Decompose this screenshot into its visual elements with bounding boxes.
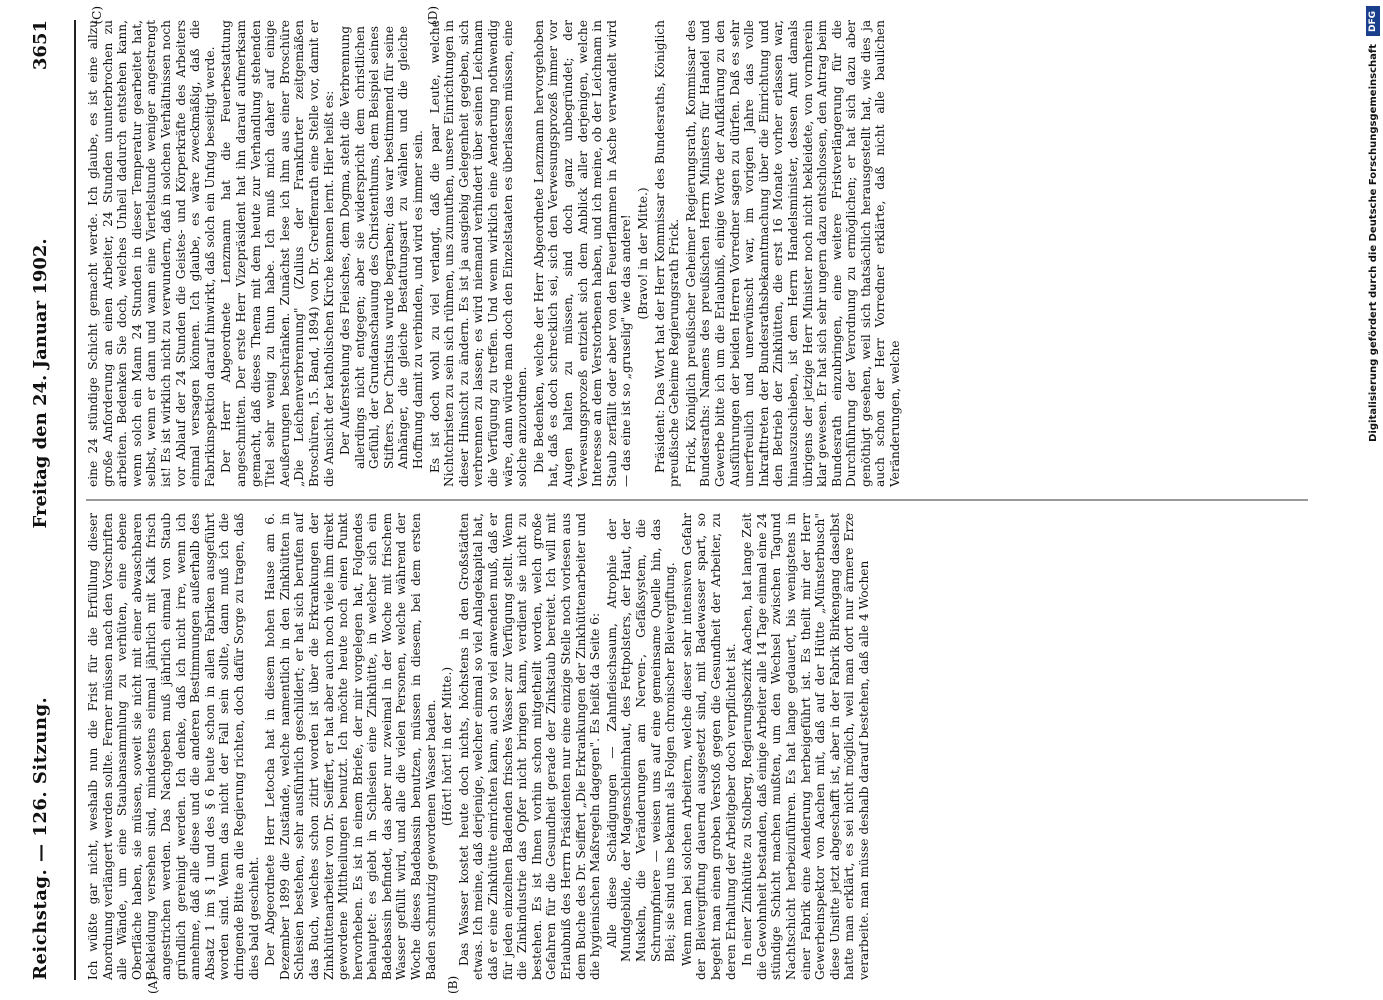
paragraph: Der Abgeordnete Herr Letocha hat in diesem hohen Hause am 6. Dezember 1899 die Zustände, welche namentlich in den Zinkhütten in Schlesien bestehen, sehr ausführlich geschildert; er hat sich berufen auf das Buch, welches schon zitirt worden ist über die Erkrankungen der Zinkhüttenarbeiter von Dr. Seiffert, er hat aber auch noch viele ihm direkt gewordene Mittheilungen benutzt. Ich möchte heute noch einen Punkt hervorheben. Es ist in einem Briefe, der mir vorgelegen hat, Folgendes behauptet: es giebt in Schlesien eine Zinkhütte, in welcher sich ein Badebassin befindet, das aber nur zweimal in der Woche mit frischem Wasser gefüllt wird, und alle die vielen Personen, welche während der Woche dieses Badebassin benutzen, müssen in diesem, bei dem ersten Baden schmutzig gewordenen Wasser baden. [263, 513, 438, 980]
rotated-page [30, 0, 1330, 1000]
margin-marker-c: (C) [90, 6, 104, 25]
digitization-note: Digitalisierung gefördert durch die Deutsche Forschungsgemeinschaft [1367, 44, 1379, 442]
header-session: Reichstag. — 126. Sitzung. [30, 696, 51, 980]
digitization-credit [1365, 6, 1381, 996]
margin-marker-a: (A) [146, 975, 160, 994]
paragraph: Frick, Königlich preußischer Geheimer Regierungsrath, Kommissar des Bundesraths: Namens des preußischen Herrn Ministers für Handel und Gewerbe bitte ich um die Erlaubniß, einige Worte der Aufklärung zu den Ausführungen der beiden Herren Vorredner sagen zu dürfen. Daß es sehr unerfreulich und unerwünscht war, im vorigen Jahre das volle Inkrafttreten der Bundesrathsbekanntmachung über die Einrichtung und den Betrieb der Zinkhütten, die erst 16 Monate vorher erlassen war, hinauszuschieben, ist dem Herrn Handelsminister, dessen Amt damals übrigens der jetzige Herr Minister noch nicht bekleidete, von vornherein klar gewesen. Er hat sich sehr ungern dazu entschlossen, den Antrag beim Bundesrath einzubringen, eine weitere Fristverlängerung für die Durchführung der Verordnung zu ermöglichen; er hat sich dazu aber genöthigt gesehen, weil sich thatsächlich herausgestellt hat, wie dies ja auch schon der Herr Vorredner erklärte, daß nicht alle baulichen Veränderungen, welche [683, 20, 903, 487]
paragraph: Wenn man bei solchen Arbeitern, welche dieser sehr intensiven Gefahr der Bleivergiftung dauernd ausgesetzt sind, mit Badewasser spart, so begeht man einen groben Verstoß gegen die Gesundheit der Arbeiter, zu deren Erhaltung der Arbeitgeber doch verpflichtet ist. [679, 513, 738, 980]
right-column [86, 6, 1308, 487]
paragraph: Die Bedenken, welche der Herr Abgeordnete Lenzmann hervorgehoben hat, daß es doch schrecklich sei, sich den Verwesungsprozeß immer vor Augen halten zu müssen, sind doch ganz unbegründet; der Verwesungsprozeß entzieht sich dem Anblick aller derjenigen, welche Interesse an dem Verstorbenen haben, und ich meine, ob der Leichnam in Staub zerfällt oder aber von den Feuerflammen in Asche verwandelt wird — das eine ist so „gruselig" wie das andere! [531, 20, 634, 487]
paragraph: In einer Zinkhütte zu Stolberg, Regierungsbezirk Aachen, hat lange Zeit die Gewohnheit bestanden, daß einige Arbeiter alle 14 Tage einmal eine 24 stündige Schicht machen mußten, um den Wechsel zwischen Tagund Nachtschicht herbeizuführen. Es hat lange gedauert, bis wenigstens in einer Fabrik eine Aenderung herbeigeführt ist. Es theilt mir der Herr Gewerbeinspektor von Aachen mit, daß auf der Hütte „Münsterbusch" diese Unsitte jetzt abgeschafft ist, aber in der Fabrik Birkengang daselbst hatte man erklärt, es sei nicht möglich, weil man dort nur ärmere Erze verarbeite. man müsse deshalb darauf bestehen, daß alle 4 Wochen [740, 513, 871, 980]
paragraph-president: Präsident: Das Wort hat der Herr Kommissar des Bundesraths, Königlich preußische Geheime Regierungsrath Frick. [652, 20, 682, 487]
paragraph: Ich wüßte gar nicht, weshalb nun die Frist für die Erfüllung dieser Anordnung verlängert werden sollte. Ferner müssen nach den Vorschriften alle Wände, um eine Staubansammlung zu verhüten, eine ebene Oberfläche haben, sie müssen, soweit sie nicht mit einer abwaschbaren Bekleidung versehen sind, mindestens einmal jährlich mit Kalk frisch angestrichen werden. Das Nachgeben muß jährlich einmal von Staub gründlich gereinigt werden. Ich denke, daß ich nicht irre, wenn ich annehme, daß alle diese und die anderen Bestimmungen außerhalb des Absatz 1 im § 1 und des § 6 heute schon in allen Fabriken ausgeführt worden sind. Wenn das nicht der Fall sein sollte, dann muß ich die dringende Bitte an die Regierung richten, doch dafür Sorge zu tragen, daß dies bald geschieht. [86, 513, 261, 980]
margin-marker-b: (B) [446, 975, 460, 994]
paragraph: Das Wasser kostet heute doch nichts, höchstens in den Großstädten etwas. Ich meine, daß derjenige, welcher einmal so viel Anlagekapital hat, daß er eine Zinkhütte einrichten kann, auch so viel anwenden muß, daß er für jeden einzelnen Badenden frisches Wasser zur Verfügung stellt. Wenn die Zinkindustrie das Opfer nicht bringen kann, verdient sie nicht zu bestehen. Es ist Ihnen vorhin schon mitgetheilt worden, welch große Gefahren für die Gesundheit gerade der Zinkstaub bereitet. Ich will mit Erlaubniß des Herrn Präsidenten nur eine einzige Stelle noch vorlesen aus dem Buche des Dr. Seiffert „Die Erkrankungen der Zinkhüttenarbeiter und die hygienischen Maßregeln dagegen". Es heißt da Seite 6: [456, 513, 603, 980]
paragraph: Es ist doch wohl zu viel verlangt, daß die paar Leute, welche Nichtchristen zu sein sich rühmen, uns zumuthen, unsere Einrichtungen in dieser Hinsicht zu ändern. Es ist ja ausgiebig Gelegenheit gegeben, sich verbrennen zu lassen; es wird niemand verhindert über seinen Leichnam die Verfügung zu treffen. Und wenn wirklich eine Aenderung nothwendig wäre, dann würde man doch den Einzelstaaten es überlassen müssen, eine solche anzuordnen. [427, 20, 530, 487]
margin-marker-d: (D) [426, 6, 440, 25]
page-header [30, 20, 76, 980]
interjection: (Bravo! in der Mitte.) [635, 187, 650, 320]
left-column [86, 513, 1308, 994]
quotation: Der Auferstehung des Fleisches, dem Dogma, steht die Verbrennung allerdings nicht entgegen; aber sie widerspricht dem christlichen Gefühl, der Grundanschauung des Christenthums, dem Beispiel seines Stifters. Der Christus wurde begraben; das war bestimmend für seine Anhänger, die gleiche Bestattungsart zu wählen und die gleiche Hoffnung damit zu verbinden, und wird es immer sein. [338, 26, 426, 469]
paragraph: eine 24 stündige Schicht gemacht werde. Ich glaube, es ist eine allzu große Anforderung an einen Arbeiter, 24 Stunden ununterbrochen zu arbeiten. Bedenken Sie doch, welches Unheil dadurch entstehen kann, wenn solch ein Mann 24 Stunden in dieser Temperatur gearbeitet hat, selbst, wenn er dann und wann eine Viertelstunde weniger angestrengt ist! Es ist wirklich nicht zu verwundern, daß in solchen Verhältnissen noch vor Ablauf der 24 Stunden die Geistes- und Körperkräfte des Arbeiters einmal versagen können. Ich glaube, es wäre zweckmäßig, daß die Fabrikinspektion darauf hinwirkt, daß solch ein Unfug beseitigt werde. [86, 20, 217, 487]
column-divider [86, 500, 1308, 501]
interjection: (Hört! hört! in der Mitte.) [440, 666, 455, 827]
paragraph: Der Herr Abgeordnete Lenzmann hat die Feuerbestattung angeschnitten. Der erste Herr Vizepräsident hat ihn darauf aufmerksam gemacht, daß dieses Thema mit dem heute zur Verhandlung stehenden Titel sehr wenig zu thun habe. Ich muß mich daher auf einige Aeußerungen beschränken. Zunächst lese ich ihm aus einer Broschüre „Die Leichenverbrennung" (Zulius der Frankfurter zeitgemäßen Broschüren, 15. Band, 1894) von Dr. Greiffenrath eine Stelle vor, damit er die Ansicht der katholischen Kirche kennen lernt. Hier heißt es: [219, 20, 336, 487]
dfg-logo: DFG [1366, 6, 1380, 36]
columns [86, 6, 1308, 994]
header-date: Freitag den 24. Januar 1902. [30, 238, 51, 529]
header-page-number: 3651 [30, 20, 51, 71]
quotation: Alle diese Schädigungen — Zahnfleischsaum, Atrophie der Mundgebilde, der Magenschleimhaut, des Fettpolsters, der Haut, der Muskeln, die Veränderungen am Nerven-, Gefäßsystem, die Schrumpfniere — weisen uns auf eine gemeinsame Quelle hin, das Blei; sie sind uns bekannt als Folgen chronischer Bleivergiftung. [604, 519, 678, 962]
